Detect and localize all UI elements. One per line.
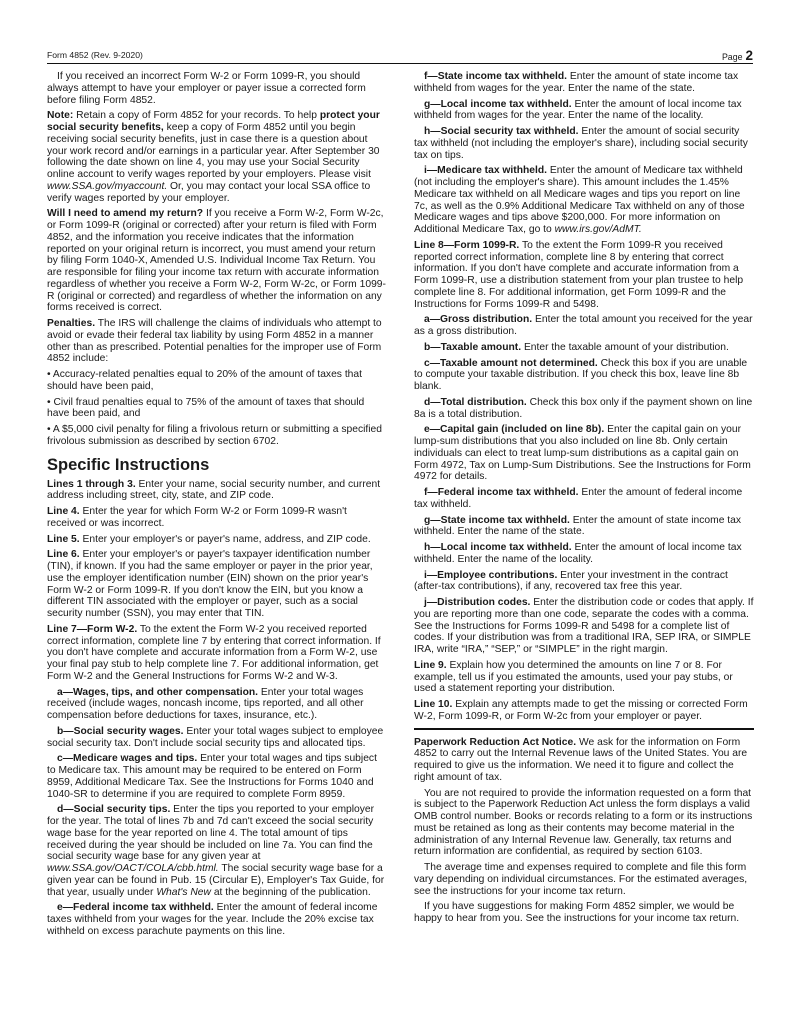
penalty-bullet: • Accuracy-related penalties equal to 20% of the amount of taxes that should have been paid, [47,369,362,392]
paperwork-paragraph: If you have suggestions for making Form 4852 simpler, we would be happy to hear from you. See the instructions for your income tax return. [414,901,740,924]
amend-text: If you receive a Form W-2, Form W-2c, or Form 1099-R (original or corrected) after your return is filed with Form 4852, and the information you receive indicates that the information reported on your original return is incorrect, you must amend your return by filing Form 1040-X, Amended U.S. Individual Income Tax Return. You are responsible for filing your income tax return with accurate information regardless of whether you receive a Form W-2, Form W-2c, or Form 1099-R (original or corrected) and regardless of whether the information on any forms received is correct. [47,208,386,314]
line-7i [414,165,754,236]
item-label: j—Distribution codes. [424,597,531,608]
line-8f [414,487,754,511]
note-bold: protect your social security benefits, [47,110,380,133]
item-text: Enter your total wages received (include wages, noncash income, tips reported, and all other compensation before deductions for taxes, insurance, etc.). [47,686,364,721]
irs-admt-link[interactable]: www.irs.gov/AdMT. [554,224,642,235]
line-10 [414,699,754,723]
line-7h [414,126,754,161]
form-id: Form 4852 (Rev. 9-2020) [47,50,143,60]
line-text: Enter your name, social security number, and current address including street, city, state, and ZIP code. [47,478,381,502]
line-7a [47,687,387,722]
line-7 [47,624,387,683]
line-7c [47,753,387,800]
page-number [722,48,753,63]
amend-label: Will I need to amend my return? [47,208,204,220]
paperwork-paragraph: The average time and expenses required to complete and file this form vary depending on individual circumstances. For the estimated averages, see the instructions for your income tax return. [414,862,748,897]
item-label: f—Federal income tax withheld. [424,487,579,498]
line-label: Line 7—Form W-2. [47,623,138,635]
line-6 [47,549,387,620]
item-text: Enter the amount of federal income tax withheld. [414,487,743,510]
item-text: Enter your investment in the contract (after-tax contributions), if any, recovered tax free this year. [414,569,728,593]
line-8h [414,542,754,566]
item-text: Enter the taxable amount of your distribution. [521,341,729,353]
line-8 [414,240,754,311]
line-8j [414,597,754,656]
note-label: Note: [47,110,74,122]
page-label: Page [721,52,743,62]
item-label: b—Social security wages. [57,725,184,737]
item-label: d—Social security tips. [57,804,171,816]
line-5 [47,534,387,546]
item-label: g—State income tax withheld. [424,514,570,526]
paperwork-paragraph: You are not required to provide the information requested on a form that is subject to the Paperwork Reduction Act unless the form displays a valid OMB control number. Books or records relating to a form or its instructions must be retained as long as their contents may become material in the administration of any Internal Revenue law. Generally, tax returns and return information are confidential, as required by section 6103. [414,787,753,858]
item-text: Enter the capital gain on your lump-sum distributions that you also included on line 8b. Only certain individuals can elect to treat lump-sum distributions as a capital gain on Form 4972, Tax on Lump-Sum Distributions. See the Instructions for Form 4972 for details. [414,424,751,483]
item-label: f—State income tax withheld. [424,71,568,82]
line-7e [47,902,387,937]
line-label: Line 10. [414,699,453,710]
item-label: h—Local income tax withheld. [424,542,572,553]
page-header [47,48,753,64]
right-column [414,71,754,929]
line-1-3 [47,479,387,503]
penalties-label: Penalties. [47,318,96,329]
penalty-bullet: • Civil fraud penalties equal to 75% of the amount of taxes that should have been paid, and [47,396,365,420]
item-label: g—Local income tax withheld. [424,98,572,110]
item-text: Enter the amount of Medicare tax withheld (not including the employer's share). This amount includes the 1.45% Medicare tax withheld on all Medicare wages and tips you report on line 7c, as well as the 0.9% Additional Medicare Tax withheld on any of those Medicare wages and tips above $200,000. For more information on Additional Medicare Tax, go to [414,165,745,235]
ssa-cbb-link[interactable]: www.SSA.gov/OACT/COLA/cbb.html. [47,863,219,874]
line-text: Enter your employer's or payer's taxpayer identification number (TIN), if known. If you had the same employer or payer in the prior year, use the employer identification number (EIN) shown on the prior year's Form W-2 or Form 1099-R. If you don't know the EIN, but you know a different TIN associated with the employer or payer, such as a social security number (SSN), you may enter that TIN. [47,549,373,619]
line-label: Lines 1 through 3. [47,478,136,490]
specific-instructions-heading: Specific Instructions [47,455,210,474]
item-text: Enter the amount of local income tax withheld. Enter the name of the locality. [414,542,742,565]
line-8d [414,397,754,421]
item-text: at the beginning of the publication. [210,886,371,898]
line-text: To the extent the Form W-2 you received reported correct information, complete line 7 by entering that correct information. If you don't have complete and accurate information from a Form W-2, use your final pay stub to help complete line 7. For additional information, get Form W-2 and the General Instructions for Forms W-2 and W-3. [47,623,381,682]
item-text: Enter the amount of social security tax withheld (not including the employer's share), including social security tax on tips. [414,126,748,161]
item-text: Check this box if you are unable to compute your taxable distribution. If you check this box, leave line 8b blank. [414,357,748,392]
line-label: Line 8—Form 1099-R. [414,239,520,251]
line-8e [414,424,754,483]
item-text: Enter the tips you reported to your employer for the year. The total of lines 7b and 7d can't exceed the social security wage base for the year reported on line 4. The total amount of tips received during the year should be included on line 7a. You can find the social security wage base for any given year at [47,804,375,863]
amend-paragraph [47,208,387,314]
whats-new-italic: What's New [156,886,211,898]
line-text: Explain any attempts made to get the missing or corrected Form W-2, Form 1099-R, or Form W-2c from your employer or payer. [414,699,748,722]
line-text: To the extent the Form 1099-R you received reported correct information, complete line 8 by entering that correct information. If you don't have complete and accurate information from a Form 1099-R, use a distribution statement from your plan trustee to help complete line 8. For additional information, get Form 1099-R and the Instructions for Forms 1099-R and 5498. [414,239,744,310]
item-label: h—Social security tax withheld. [424,126,579,137]
penalty-bullet: • A $5,000 civil penalty for filing a frivolous return or submitting a specified frivolous submission as described by section 6702. [47,424,382,447]
line-7g [414,99,754,123]
item-label: a—Wages, tips, and other compensation. [57,686,259,698]
page-number-value: 2 [745,48,753,63]
line-4 [47,506,387,530]
item-label: d—Total distribution. [424,396,527,408]
item-label: i—Medicare tax withheld. [424,165,548,177]
intro-paragraph: If you received an incorrect Form W-2 or Form 1099-R, you should always attempt to have your employer or payer issue a corrected form before filing Form 4852. [47,71,366,106]
item-text: Enter the amount of local income tax withheld from wages for the year. Enter the name of the locality. [414,98,742,122]
line-text: Enter the year for which Form W-2 or Form 1099-R wasn't received or was incorrect. [47,506,347,529]
note-text: Retain a copy of Form 4852 for your records. To help [73,110,320,122]
section-divider [414,728,754,730]
paperwork-text: We ask for the information on Form 4852 to carry out the Internal Revenue laws of the United States. You are required to give us the information. We need it to figure and collect the right amount of tax. [414,736,748,783]
item-label: b—Taxable amount. [424,341,522,353]
note-paragraph [47,110,387,204]
item-label: e—Federal income tax withheld. [57,902,214,914]
item-text: Check this box only if the payment shown on line 8a is a total distribution. [414,396,753,420]
note-text: keep a copy of Form 4852 until you begin receiving social security benefits, just in case there is a question about your work record and/or earnings in a particular year. After September 30 following the date shown on line 4, you may use your Social Security online account to verify wages reported by your employers. Please visit [47,122,380,180]
line-7d [47,804,387,898]
paperwork-label: Paperwork Reduction Act Notice. [414,736,577,748]
line-label: Line 9. [414,659,447,671]
item-label: i—Employee contributions. [424,569,558,581]
line-label: Line 4. [47,506,80,517]
item-text: Enter the amount of state income tax withheld. Enter the name of the state. [414,514,742,538]
item-label: c—Medicare wages and tips. [57,753,198,765]
line-8g [414,515,754,539]
item-text: Enter your total wages and tips subject to Medicare tax. This amount may be required to be entered on Form 8959, Additional Medicare Tax. See the Instructions for Forms 1040 and 1040-SR to determine if you are required to complete Form 8959. [47,753,377,800]
penalties-paragraph [47,318,387,365]
line-label: Line 5. [47,533,80,545]
item-text: The social security wage base for a given year can be found in Pub. 15 (Circular E), Employer's Tax Guide, for that year, usually under [47,863,385,898]
item-label: e—Capital gain (included on line 8b). [424,424,605,436]
line-text: Enter your employer's or payer's name, address, and ZIP code. [79,533,371,545]
line-7b [47,726,387,750]
item-text: Enter your total wages subject to employee social security tax. Don't include social security tips and allocated tips. [47,725,384,749]
item-label: c—Taxable amount not determined. [424,357,598,369]
line-8b [414,342,754,354]
left-column [47,71,387,942]
item-text: Enter the amount of state income tax withheld from wages for the year. Enter the name of the state. [414,71,739,94]
paperwork-notice [414,737,754,784]
note-text: Or, you may contact your local SSA office to verify wages reported by your employer. [47,180,371,204]
line-8i [414,570,754,594]
line-8a [414,314,754,338]
item-label: a—Gross distribution. [424,314,533,326]
line-text: Explain how you determined the amounts on line 7 or 8. For example, tell us if you estimated the amounts, used your pay stubs, or used a statement reporting your distribution. [414,659,733,695]
penalties-text: The IRS will challenge the claims of individuals who attempt to avoid or evade their federal tax liability by using Form 4852 in a manner other than as prescribed. Potential penalties for the improper use of Form 4852 include: [47,318,382,365]
line-label: Line 6. [47,549,80,561]
line-8c [414,358,754,393]
line-7f [414,71,754,95]
line-9 [414,660,754,695]
item-text: Enter the total amount you received for the year as a gross distribution. [414,314,753,337]
item-text: Enter the amount of federal income taxes withheld from your wages for the year. Include the 20% excise tax withheld on excess parachute payments on this line. [47,902,378,937]
ssa-myaccount-link[interactable]: www.SSA.gov/myaccount. [47,180,168,192]
item-text: Enter the distribution code or codes that apply. If you are reporting more than one code, separate the codes with a comma. See the Instructions for Forms 1099-R and 5498 for a complete list of codes. If your distribution was from a traditional IRA, SEP IRA, or SIMPLE IRA, write “IRA,” “SEP,” or “SIMPLE” in the right margin. [414,597,754,655]
